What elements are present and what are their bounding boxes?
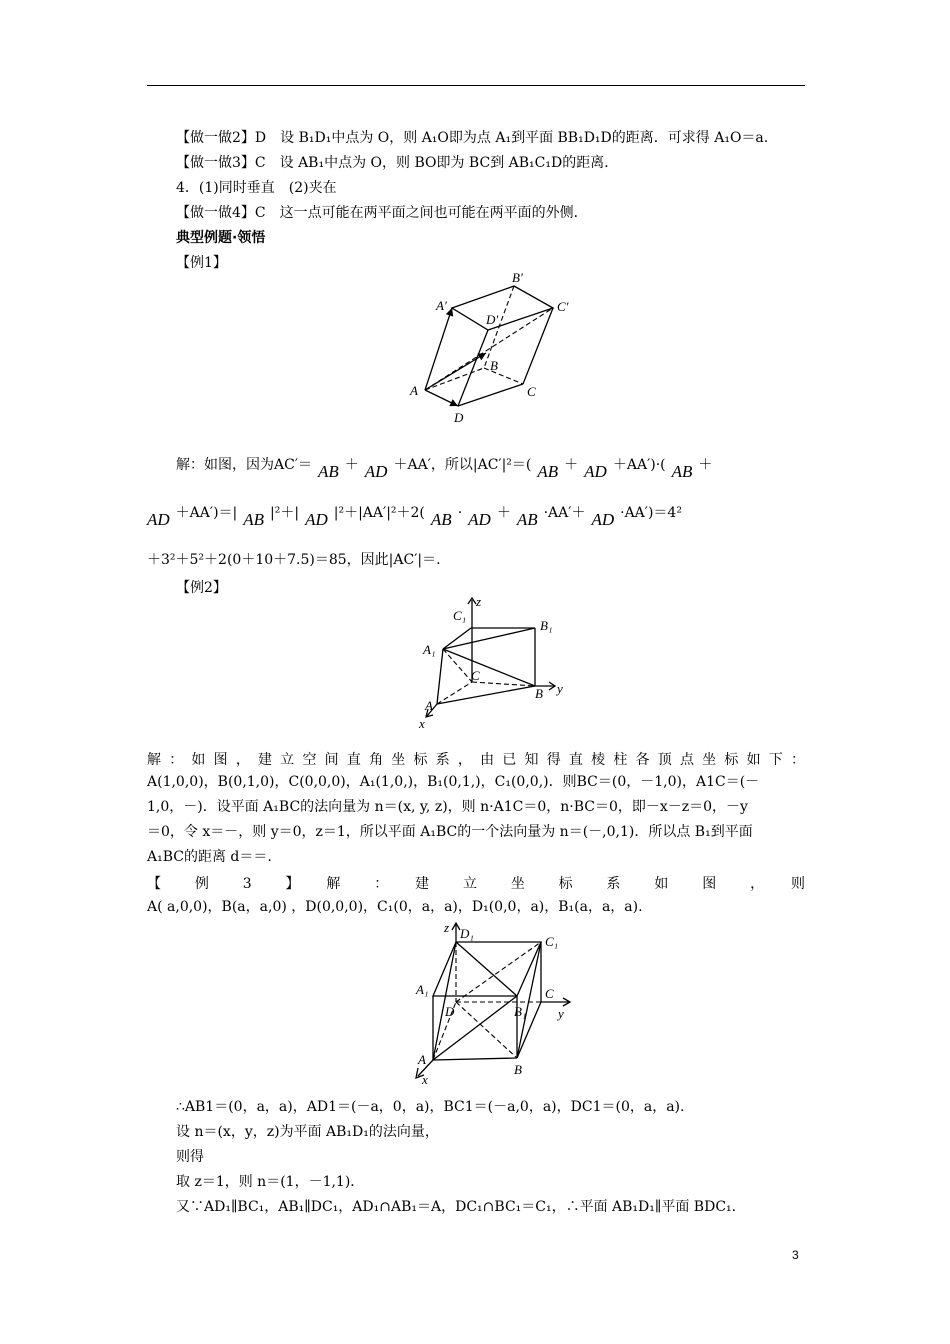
page-number: 3 bbox=[792, 1248, 799, 1262]
section-heading: 典型例题·领悟 bbox=[176, 230, 266, 246]
text-line: 取 z＝1，则 n＝(1，－1,1)． bbox=[176, 1174, 365, 1190]
header-rule bbox=[147, 85, 805, 86]
vertex-label: C′ bbox=[557, 299, 569, 314]
text-line: ＋3²＋5²＋2(0＋10＋7.5)＝85，因此|AC′|＝. bbox=[147, 552, 441, 568]
vertex-label: A₁ bbox=[416, 982, 429, 997]
vertex-label: C₁ bbox=[453, 608, 467, 623]
text-line: ＝0，令 x＝－，则 y＝0，z＝1，所以平面 A₁BC的一个法向量为 n＝(－,0,1)．所以点 B₁到平面 bbox=[147, 824, 753, 840]
vertex-label: D′ bbox=[486, 312, 499, 327]
vertex-label: B₁ bbox=[540, 618, 553, 633]
text-line: A( a,0,0)，B(a，a,0) ，D(0,0,0)，C₁(0，a，a)，D₁(0,0，a)，B₁(a，a，a). bbox=[147, 899, 643, 915]
axis-label: x bbox=[419, 716, 425, 731]
vertex-label: C bbox=[545, 986, 554, 1001]
vertex-label: D₁ bbox=[460, 926, 474, 941]
vertex-label: B bbox=[535, 686, 543, 701]
example-label: 【例1】 bbox=[176, 255, 227, 271]
text-line: A₁BC的距离 d＝＝. bbox=[147, 849, 272, 865]
vertex-label: C₁ bbox=[545, 934, 559, 949]
text-line: 4．(1)同时垂直 (2)夹在 bbox=[176, 180, 337, 196]
text-line: 设 n＝(x，y，z)为平面 AB₁D₁的法向量， bbox=[176, 1124, 439, 1140]
axis-label: z bbox=[444, 920, 450, 935]
figure-cube bbox=[400, 918, 590, 1093]
text-line: 【做一做4】C 这一点可能在两平面之间也可能在两平面的外侧． bbox=[176, 205, 588, 221]
text-line: 【做一做2】D 设 B₁D₁中点为 O，则 A₁O即为点 A₁到平面 BB₁D₁D的距离．可求得 A₁O＝a. bbox=[176, 130, 769, 146]
vertex-label: C bbox=[527, 384, 536, 399]
axis-label: y bbox=[557, 681, 563, 696]
text-line: ∴AB1＝(0，a，a)，AD1＝(－a，0，a)，BC1＝(－a,0，a)，DC1＝(0，a，a). bbox=[176, 1099, 685, 1115]
solution-1-row-1: 解：如图，因为AC′＝ AB ＋ AD ＋AA′，所以|AC′|²＝( AB ＋ AD ＋AA′)·( AB ＋ bbox=[176, 457, 713, 481]
vertex-label: D bbox=[454, 410, 464, 425]
axis-label: y bbox=[558, 1006, 564, 1021]
figure-parallelepiped bbox=[400, 266, 590, 426]
text-line: 1,0，－)．设平面 A₁BC的法向量为 n＝(x, y, z)，则 n·A1C＝0，n·BC＝0，即－x－z＝0，－y bbox=[147, 799, 748, 815]
vertex-label: A bbox=[425, 698, 433, 713]
vertex-label: A bbox=[410, 383, 418, 398]
text-line: 解：如图，建立空间直角坐标系，由已知得直棱柱各顶点坐标如下： bbox=[147, 752, 805, 768]
vertex-label: B bbox=[490, 358, 498, 373]
vertex-label: A₁ bbox=[423, 642, 436, 657]
vertex-label: B′ bbox=[512, 270, 523, 285]
text-line: 【 例 3 】 解 ： 建 立 坐 标 系 如 图 ， 则 bbox=[147, 876, 805, 892]
text-line: 又∵AD₁∥BC₁，AB₁∥DC₁，AD₁∩AB₁＝A，DC₁∩BC₁＝C₁，∴平面 AB₁D₁∥平面 BDC₁. bbox=[176, 1199, 737, 1215]
axis-label: x bbox=[422, 1072, 428, 1087]
example-label: 【例2】 bbox=[176, 580, 227, 596]
figure-prism bbox=[415, 594, 585, 734]
vertex-label: A bbox=[418, 1052, 426, 1067]
vertex-label: A′ bbox=[436, 298, 447, 313]
vertex-label: D bbox=[445, 1004, 455, 1019]
vertex-label: C bbox=[471, 668, 480, 683]
axis-label: z bbox=[476, 594, 482, 609]
vertex-label: B₁ bbox=[514, 1004, 527, 1019]
text-line: 则得 bbox=[176, 1149, 204, 1165]
text-line: A(1,0,0)，B(0,1,0)，C(0,0,0)，A₁(1,0,)，B₁(0,1,)，C₁(0,0,)．则BC＝(0，－1,0)，A1C＝(－ bbox=[147, 774, 760, 790]
vertex-label: B bbox=[514, 1062, 522, 1077]
text-line: 【做一做3】C 设 AB₁中点为 O，则 BO即为 BC到 AB₁C₁D的距离． bbox=[176, 155, 619, 171]
solution-1-row-2: AD ＋AA′)＝| AB |²＋| AD |²＋|AA′|²＋2( AB · AD ＋ AB ·AA′＋ AD ·AA′)＝4² bbox=[147, 505, 682, 529]
